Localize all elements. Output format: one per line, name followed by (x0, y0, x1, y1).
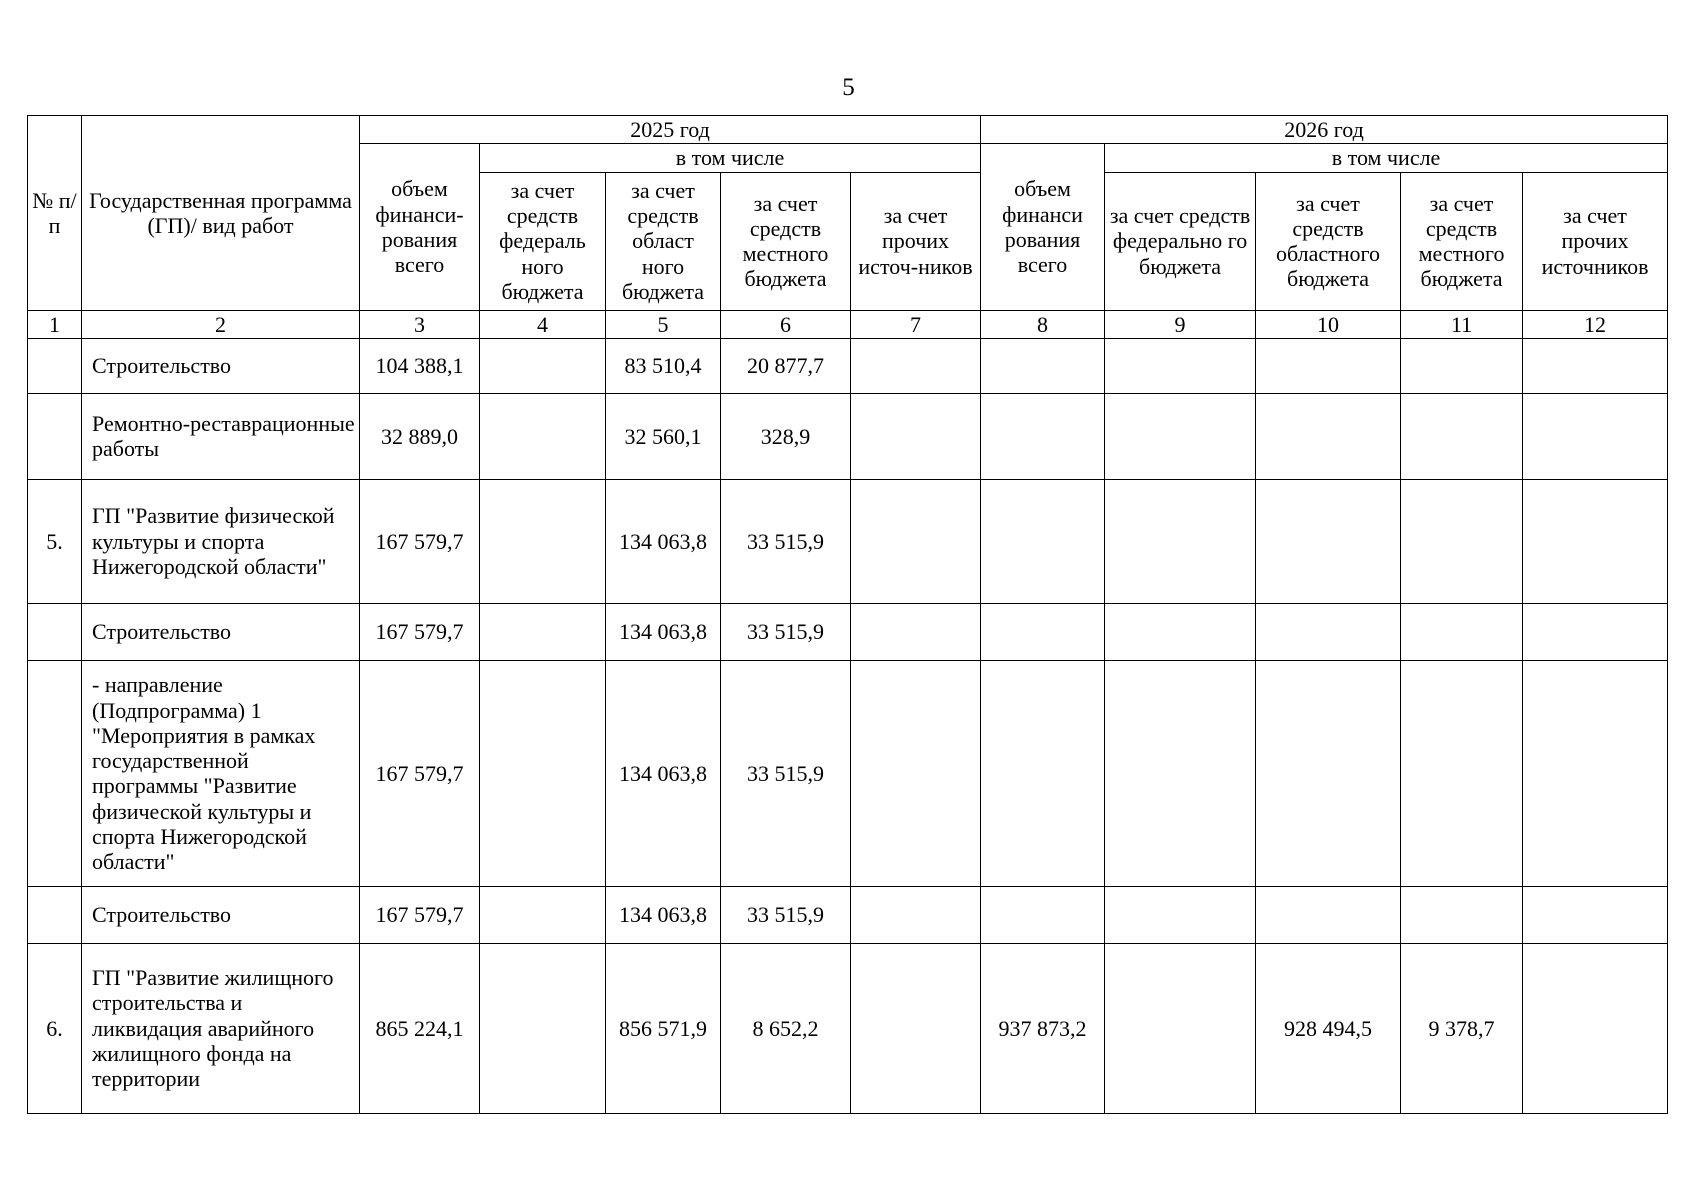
cell-other-2025 (851, 338, 981, 393)
cell-total-2026 (981, 603, 1105, 660)
col-number: 7 (851, 310, 981, 338)
cell-other-2025 (851, 479, 981, 603)
cell-local-2026 (1401, 886, 1523, 943)
cell-program: Строительство (82, 338, 360, 393)
cell-num (28, 886, 82, 943)
cell-other-2026 (1523, 479, 1668, 603)
col-number: 3 (360, 310, 480, 338)
cell-other-2026 (1523, 393, 1668, 479)
header-year-2025: 2025 год (360, 116, 981, 144)
cell-federal-2025 (480, 886, 606, 943)
cell-total-2026 (981, 886, 1105, 943)
table-row (28, 660, 1668, 886)
cell-total-2026 (981, 393, 1105, 479)
cell-local-2025: 33 515,9 (721, 603, 851, 660)
col-number: 12 (1523, 310, 1668, 338)
col-number: 11 (1401, 310, 1523, 338)
cell-total-2025: 167 579,7 (360, 886, 480, 943)
cell-num (28, 338, 82, 393)
cell-program: Строительство (82, 603, 360, 660)
cell-other-2025 (851, 393, 981, 479)
cell-num: 6. (28, 943, 82, 1113)
cell-federal-2025 (480, 338, 606, 393)
header-2025-regional: за счет средств област ного бюджета (606, 172, 721, 310)
cell-program: - направление (Подпрограмма) 1 "Мероприятия в рамках государственной программы "Развитие физической культуры и спорта Нижегородской области" (82, 660, 360, 886)
cell-other-2026 (1523, 660, 1668, 886)
table-row (28, 886, 1668, 943)
header-2026-federal: за счет средств федерально го бюджета (1105, 172, 1256, 310)
cell-regional-2026 (1256, 886, 1401, 943)
col-number: 10 (1256, 310, 1401, 338)
cell-local-2025: 20 877,7 (721, 338, 851, 393)
cell-federal-2026 (1105, 338, 1256, 393)
cell-federal-2026 (1105, 660, 1256, 886)
cell-total-2025: 865 224,1 (360, 943, 480, 1113)
cell-other-2026 (1523, 943, 1668, 1113)
header-2026-total: объем финанси рования всего (981, 144, 1105, 310)
header-2025-local: за счет средств местного бюджета (721, 172, 851, 310)
cell-other-2025 (851, 603, 981, 660)
cell-regional-2025: 134 063,8 (606, 886, 721, 943)
cell-federal-2025 (480, 603, 606, 660)
header-2026-regional: за счет средств областного бюджета (1256, 172, 1401, 310)
cell-regional-2025: 134 063,8 (606, 603, 721, 660)
cell-other-2026 (1523, 603, 1668, 660)
cell-regional-2026 (1256, 393, 1401, 479)
cell-local-2025: 33 515,9 (721, 886, 851, 943)
header-2026-incl: в том числе (1105, 144, 1668, 172)
cell-regional-2025: 134 063,8 (606, 660, 721, 886)
header-num: № п/п (28, 116, 82, 311)
cell-total-2025: 167 579,7 (360, 479, 480, 603)
header-2025-incl: в том числе (480, 144, 981, 172)
cell-regional-2025: 134 063,8 (606, 479, 721, 603)
cell-local-2025: 8 652,2 (721, 943, 851, 1113)
table-body (28, 338, 1668, 1113)
cell-federal-2025 (480, 660, 606, 886)
cell-local-2026 (1401, 603, 1523, 660)
cell-local-2026: 9 378,7 (1401, 943, 1523, 1113)
cell-other-2025 (851, 660, 981, 886)
cell-regional-2026 (1256, 603, 1401, 660)
cell-regional-2025: 32 560,1 (606, 393, 721, 479)
header-2026-other: за счет прочих источников (1523, 172, 1668, 310)
cell-local-2026 (1401, 660, 1523, 886)
cell-regional-2025: 856 571,9 (606, 943, 721, 1113)
table-row (28, 393, 1668, 479)
cell-regional-2026 (1256, 338, 1401, 393)
cell-regional-2026: 928 494,5 (1256, 943, 1401, 1113)
cell-other-2025 (851, 886, 981, 943)
cell-num (28, 393, 82, 479)
cell-local-2026 (1401, 338, 1523, 393)
cell-federal-2026 (1105, 603, 1256, 660)
cell-federal-2025 (480, 479, 606, 603)
cell-regional-2025: 83 510,4 (606, 338, 721, 393)
financing-table (27, 115, 1668, 1114)
cell-regional-2026 (1256, 660, 1401, 886)
col-number: 4 (480, 310, 606, 338)
header-2025-other: за счет прочих источ-ников (851, 172, 981, 310)
cell-federal-2026 (1105, 943, 1256, 1113)
cell-total-2026 (981, 479, 1105, 603)
table-row (28, 943, 1668, 1113)
cell-program: Ремонтно-реставрационные работы (82, 393, 360, 479)
cell-total-2026 (981, 660, 1105, 886)
cell-federal-2025 (480, 393, 606, 479)
cell-num (28, 660, 82, 886)
col-number: 8 (981, 310, 1105, 338)
cell-local-2026 (1401, 479, 1523, 603)
table-row (28, 603, 1668, 660)
cell-total-2026 (981, 338, 1105, 393)
table-row (28, 338, 1668, 393)
cell-local-2025: 33 515,9 (721, 660, 851, 886)
header-program: Государственная программа (ГП)/ вид работ (82, 116, 360, 311)
cell-total-2025: 167 579,7 (360, 660, 480, 886)
cell-num: 5. (28, 479, 82, 603)
cell-federal-2026 (1105, 393, 1256, 479)
cell-total-2025: 167 579,7 (360, 603, 480, 660)
cell-total-2025: 32 889,0 (360, 393, 480, 479)
header-2025-federal: за счет средств федераль ного бюджета (480, 172, 606, 310)
cell-other-2026 (1523, 886, 1668, 943)
col-number: 6 (721, 310, 851, 338)
table-row (28, 479, 1668, 603)
cell-local-2025: 328,9 (721, 393, 851, 479)
header-year-2026: 2026 год (981, 116, 1668, 144)
cell-regional-2026 (1256, 479, 1401, 603)
col-number: 2 (82, 310, 360, 338)
header-2025-total: объем финанси-рования всего (360, 144, 480, 310)
cell-program: ГП "Развитие физической культуры и спорта Нижегородской области" (82, 479, 360, 603)
cell-total-2025: 104 388,1 (360, 338, 480, 393)
col-number: 9 (1105, 310, 1256, 338)
table-header (28, 116, 1668, 339)
cell-federal-2026 (1105, 886, 1256, 943)
cell-program: Строительство (82, 886, 360, 943)
cell-local-2026 (1401, 393, 1523, 479)
cell-federal-2025 (480, 943, 606, 1113)
col-number: 5 (606, 310, 721, 338)
cell-num (28, 603, 82, 660)
cell-local-2025: 33 515,9 (721, 479, 851, 603)
cell-federal-2026 (1105, 479, 1256, 603)
cell-other-2026 (1523, 338, 1668, 393)
col-number: 1 (28, 310, 82, 338)
header-2026-local: за счет средств местного бюджета (1401, 172, 1523, 310)
page-number: 5 (842, 74, 855, 101)
cell-total-2026: 937 873,2 (981, 943, 1105, 1113)
cell-program: ГП "Развитие жилищного строительства и ликвидация аварийного жилищного фонда на территории (82, 943, 360, 1113)
cell-other-2025 (851, 943, 981, 1113)
